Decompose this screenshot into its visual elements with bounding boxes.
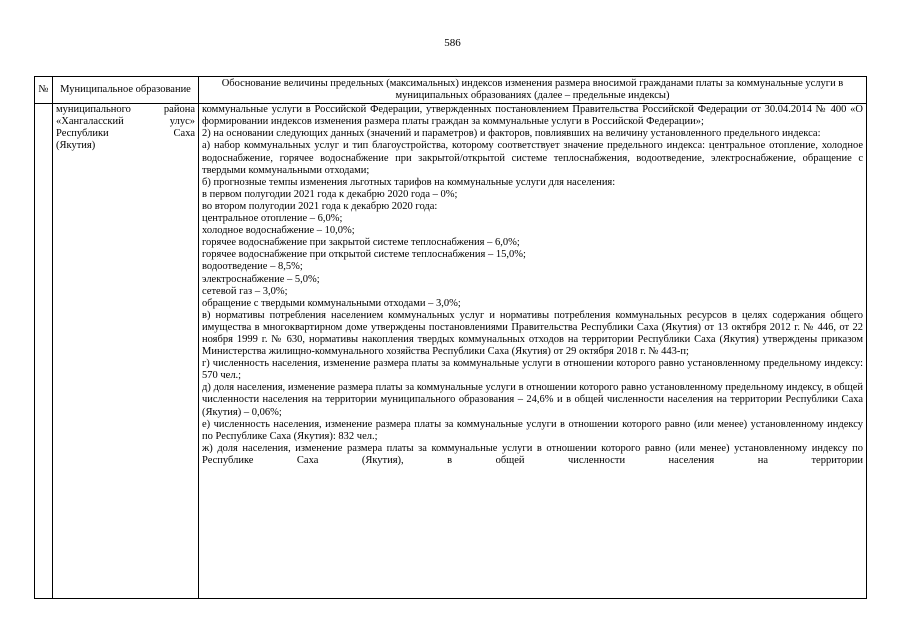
paragraph: ж) доля населения, изменение размера платы за коммунальные услуги в отношении которого равно (или менее) установленному индексу по Республике Саха (Якутия), в общей численности населения на территории xyxy=(202,442,863,466)
paragraph: 2) на основании следующих данных (значений и параметров) и факторов, повлиявших на величину установленного предельного индекса: xyxy=(202,128,821,140)
paragraph: горячее водоснабжение при закрытой системе теплоснабжения – 6,0%; xyxy=(202,237,520,249)
paragraph: б) прогнозные темпы изменения льготных тарифов на коммунальные услуги для населения: xyxy=(202,176,616,188)
indices-table xyxy=(34,76,867,599)
page-number: 586 xyxy=(444,37,461,49)
paragraph: коммунальные услуги в Российской Федерации, утвержденных постановлением Правительства Российской Федерации от 30.04.2014 № 400 «О формировании индексов изменения размера платы граждан за коммунальные услуги в Российской Федерации»; xyxy=(202,104,863,128)
paragraph: центральное отопление – 6,0%; xyxy=(202,213,343,225)
table-header-row xyxy=(35,77,867,104)
paragraph: в) нормативы потребления населением коммунальных услуг и нормативы потребления коммунальных ресурсов в целях содержания общего имущества в многоквартирном доме утверждены постановлениями Правительства Республики Саха (Якутия) от 13 октября 2012 г. № 446, от 22 ноября 1999 г. № 630, нормативы накопления твердых коммунальных отходов на территории Республики Саха (Якутия) утверждены приказом Министерства жилищно-коммунального хозяйства Республики Саха (Якутия) от 29 октября 2018 г. № 443-п; xyxy=(202,309,863,358)
paragraph: сетевой газ – 3,0%; xyxy=(202,285,288,297)
header-municipality: Муниципальное образование xyxy=(53,77,199,104)
paragraph: холодное водоснабжение – 10,0%; xyxy=(202,225,355,237)
row-number-cell xyxy=(35,104,53,599)
paragraph: г) численность населения, изменение размера платы за коммунальные услуги в отношении которого равно установленному предельному индексу: 570 чел.; xyxy=(202,358,863,382)
header-number: № xyxy=(35,77,53,104)
paragraph: в первом полугодии 2021 года к декабрю 2020 года – 0%; xyxy=(202,188,458,200)
paragraph: е) численность населения, изменение размера платы за коммунальные услуги в отношении которого равно (или менее) установленному индексу по Республике Саха (Якутия): 832 чел.; xyxy=(202,418,863,442)
municipality-line: муниципального района xyxy=(56,104,195,116)
paragraph: во втором полугодии 2021 года к декабрю 2020 года: xyxy=(202,200,438,212)
paragraph: водоотведение – 8,5%; xyxy=(202,261,303,273)
municipality-line: Республики Саха xyxy=(56,128,195,140)
municipality-cell xyxy=(53,104,199,599)
paragraph: электроснабжение – 5,0%; xyxy=(202,273,320,285)
municipality-line: (Якутия) xyxy=(56,140,96,152)
paragraph: д) доля населения, изменение размера платы за коммунальные услуги в отношении которого равно установленному предельному индексу, в общей численности населения на территории муниципального образования – 24,6% и в общей численности населения на территории Республики Саха (Якутия) – 0,06%; xyxy=(202,382,863,418)
header-justification: Обоснование величины предельных (максимальных) индексов изменения размера вносимой гражданами платы за коммунальные услуги в муниципальных образованиях (далее – предельные индексы) xyxy=(199,77,867,104)
justification-cell xyxy=(199,104,867,599)
municipality-line: «Хангаласский улус» xyxy=(56,116,195,128)
paragraph: а) набор коммунальных услуг и тип благоустройства, которому соответствует значение предельного индекса: центральное отопление, холодное водоснабжение, горячее водоснабжение при закрытой/открытой системе теплоснабжения, водоотведение, электроснабжение, обращение с твердыми коммунальными отходами; xyxy=(202,140,863,176)
paragraph: горячее водоснабжение при открытой системе теплоснабжения – 15,0%; xyxy=(202,249,526,261)
table-row xyxy=(35,104,867,599)
paragraph: обращение с твердыми коммунальными отходами – 3,0%; xyxy=(202,297,461,309)
